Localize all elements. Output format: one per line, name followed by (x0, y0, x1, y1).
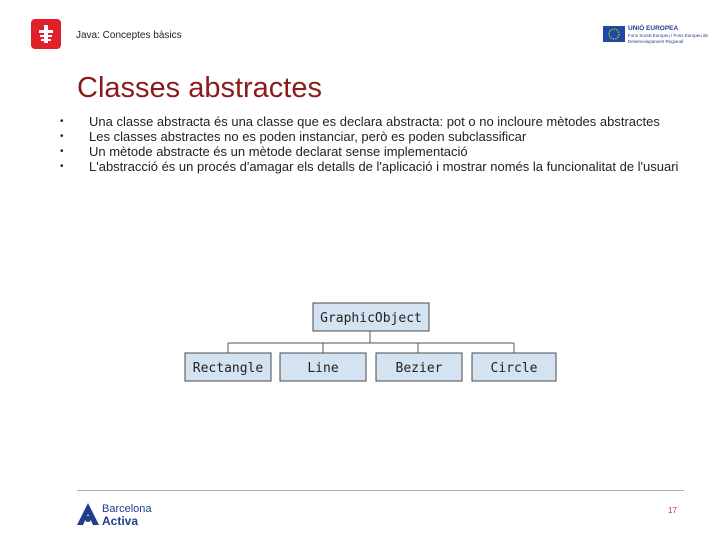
bullet-text: Les classes abstractes no es poden instanciar, però es poden subclassificar (89, 129, 527, 144)
bullet-marker: • (60, 116, 64, 127)
barcelona-activa-wordmark (102, 503, 152, 527)
org-name-line1: Barcelona (102, 503, 152, 515)
header-title: Java: Conceptes bàsics (76, 30, 182, 41)
bullet-marker: • (60, 146, 64, 157)
bullet-marker: • (60, 161, 64, 172)
root-class-label: GraphicObject (320, 311, 422, 326)
child-class-label: Circle (490, 361, 538, 376)
slide-title: Classes abstractes (77, 72, 322, 104)
bullet-text: L'abstracció és un procés d'amagar els detalls de l'aplicació i mostrar només la funcionalitat de l'usuari (89, 159, 679, 174)
bullet-marker: • (60, 131, 64, 142)
diagram-connectors (228, 331, 514, 353)
eu-label-title: UNIÓ EUROPEA (628, 25, 679, 32)
bullet-text: Un mètode abstracte és un mètode declarat sense implementació (89, 144, 468, 159)
eu-label-subtitle: Fons Social Europeu / Fons Europeu de Desenvolupament Regional (628, 33, 709, 44)
root-class-box (313, 303, 429, 331)
child-class-box (280, 353, 366, 381)
child-class-box (376, 353, 462, 381)
child-class-label: Line (307, 361, 339, 376)
footer-divider (77, 490, 684, 491)
child-class-label: Bezier (395, 361, 443, 376)
child-class-box (185, 353, 271, 381)
barcelona-activa-logo-icon (76, 502, 100, 531)
bullet-text: Una classe abstracta és una classe que es declara abstracta: pot o no incloure mètodes abstractes (89, 114, 660, 129)
child-class-box (472, 353, 556, 381)
child-class-label: Rectangle (192, 361, 264, 376)
page-number: 17 (668, 506, 677, 515)
org-name-line2: Activa (102, 514, 139, 528)
